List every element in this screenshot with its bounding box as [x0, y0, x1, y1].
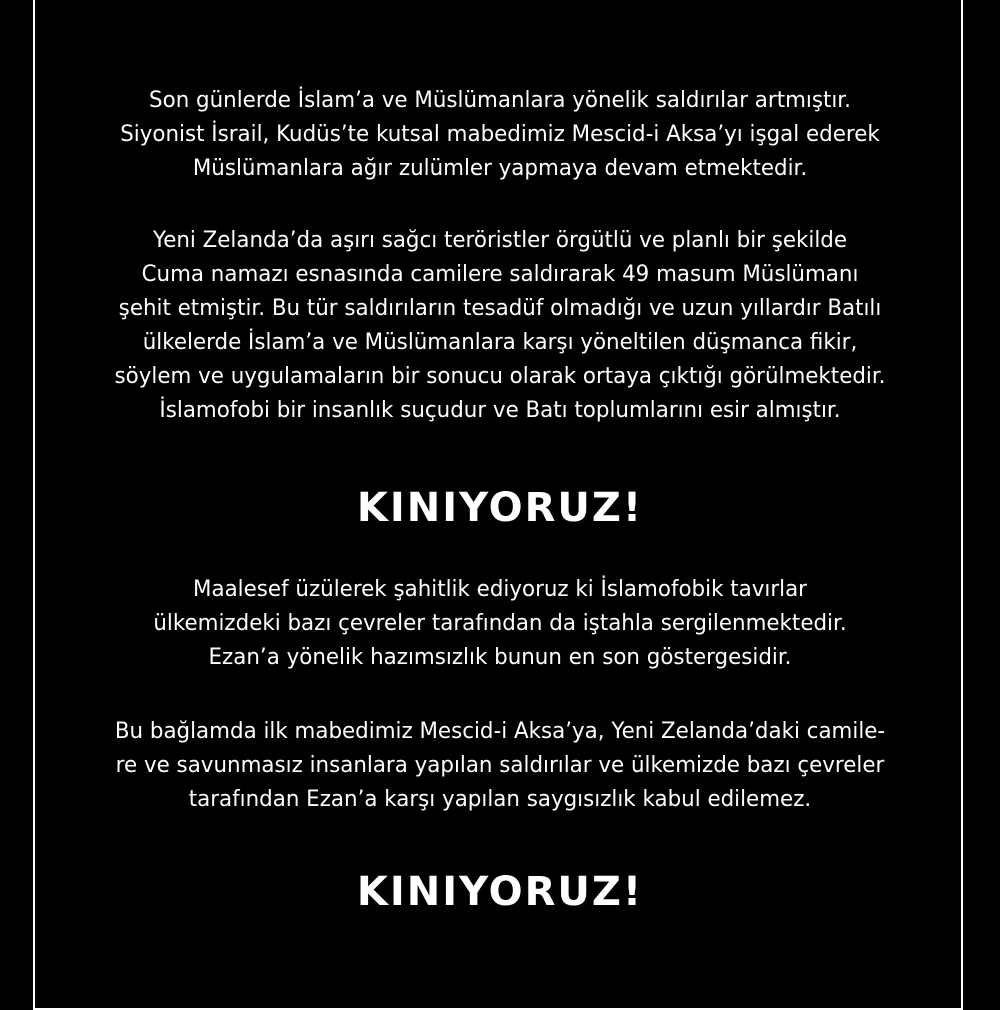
- paragraph-3-line-1: Maalesef üzülerek şahitlik ediyoruz ki İslamofobik tavırlar: [193, 576, 807, 602]
- paragraph-2-line-5: söylem ve uygulamaların bir sonucu olarak ortaya çıktığı görülmektedir.: [114, 363, 886, 389]
- paragraph-1-line-3: Müslümanlara ağır zulümler yapmaya devam etmektedir.: [192, 155, 808, 181]
- paragraph-1-line-2: Siyonist İsrail, Kudüs’te kutsal mabedimiz Mescid-i Aksa’yı işgal ederek: [120, 121, 880, 147]
- paragraph-2-line-4: ülkelerde İslam’a ve Müslümanlara karşı yöneltilen düşmanca fikir,: [142, 329, 858, 355]
- paragraph-3: [37, 572, 963, 674]
- paragraph-2-line-2: Cuma namazı esnasında camilere saldırarak 49 masum Müslümanı: [141, 261, 859, 287]
- paragraph-2-line-3: şehit etmiştir. Bu tür saldırıların tesadüf olmadığı ve uzun yıllardır Batılı: [118, 295, 882, 321]
- paragraph-4: [37, 714, 963, 816]
- condemn-heading-1: KINIYORUZ!: [356, 485, 644, 531]
- paragraph-4-line-3: tarafından Ezan’a karşı yapılan saygısızlık kabul edilemez.: [188, 786, 812, 812]
- paragraph-3-line-2: ülkemizdeki bazı çevreler tarafından da iştahla sergilenmektedir.: [153, 610, 847, 636]
- paragraph-2-line-1: Yeni Zelanda’da aşırı sağcı teröristler örgütlü ve planlı bir şekilde: [152, 227, 848, 253]
- paragraph-3-line-3: Ezan’a yönelik hazımsızlık bunun en son göstergesidir.: [208, 644, 792, 670]
- paragraph-2: [37, 223, 963, 427]
- paragraph-4-line-2: re ve savunmasız insanlara yapılan saldırılar ve ülkemizde bazı çevreler: [115, 752, 885, 778]
- condemn-heading-2: KINIYORUZ!: [356, 869, 644, 915]
- paragraph-1: [37, 83, 963, 185]
- paragraph-1-line-1: Son günlerde İslam’a ve Müslümanlara yönelik saldırılar artmıştır.: [149, 87, 851, 113]
- paragraph-2-line-6: İslamofobi bir insanlık suçudur ve Batı toplumlarını esir almıştır.: [159, 397, 841, 423]
- paragraph-4-line-1: Bu bağlamda ilk mabedimiz Mescid-i Aksa’ya, Yeni Zelanda’daki camile-: [114, 718, 886, 744]
